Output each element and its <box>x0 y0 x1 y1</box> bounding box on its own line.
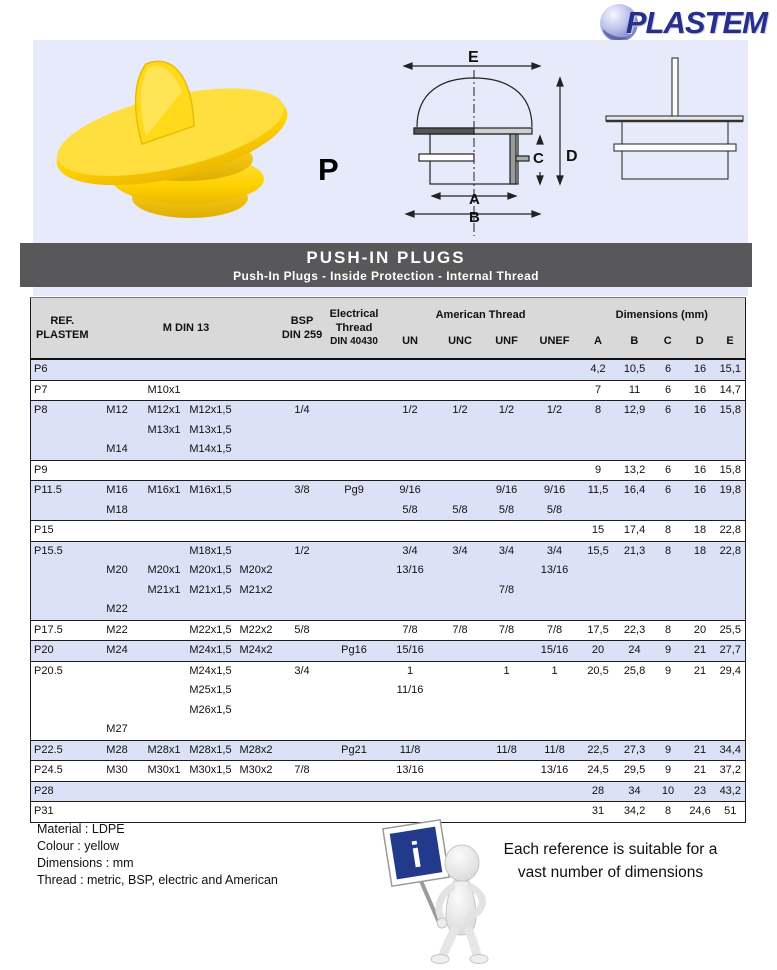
note-thread: Thread : metric, BSP, electric and American <box>37 873 278 887</box>
value-cell: 11/8 <box>399 743 421 756</box>
value-cell: Pg21 <box>341 743 367 756</box>
value-cell <box>141 359 188 380</box>
value-cell: 21 <box>693 743 707 756</box>
value-cell: 1/2 <box>498 404 515 416</box>
value-cell: 15,1 <box>719 363 741 375</box>
value-cell: 27,7 <box>719 644 741 656</box>
dim-label-E: E <box>468 49 479 66</box>
value-cell <box>383 380 438 401</box>
value-cell: 24,5 <box>587 764 609 776</box>
value-cell: 6 <box>664 484 672 496</box>
info-text <box>468 838 753 884</box>
dim-label-A: A <box>469 191 480 208</box>
note-material: Material : LDPE <box>37 822 125 836</box>
value-cell <box>531 460 579 481</box>
value-cell <box>483 460 531 481</box>
value-cell: 43,2 <box>719 784 741 797</box>
value-cell: 13/16 <box>540 764 569 776</box>
value-cell: 1/4 <box>294 404 310 416</box>
ref-cell: P31 <box>34 805 54 817</box>
value-cell: M16x1,5 <box>189 484 232 496</box>
value-cell <box>438 460 483 481</box>
value-cell: 3/4 13/16 <box>540 544 569 576</box>
ref-cell: P6 <box>34 363 48 375</box>
value-cell <box>279 460 326 481</box>
value-cell: 21 <box>693 644 707 656</box>
value-cell <box>438 521 483 542</box>
table-row <box>31 359 746 380</box>
value-cell: 24 <box>628 644 641 656</box>
value-cell <box>279 380 326 401</box>
value-cell <box>531 781 579 802</box>
value-cell <box>383 359 438 380</box>
value-cell <box>438 740 483 761</box>
value-cell: 16,4 <box>623 484 646 496</box>
value-cell: 20 <box>693 623 707 636</box>
ref-cell: P24.5 <box>34 764 63 776</box>
value-cell <box>438 761 483 782</box>
value-cell: 11/8 <box>544 743 565 756</box>
table-row <box>31 641 746 662</box>
value-cell: 7/8 <box>402 623 418 636</box>
value-cell: 17,5 <box>587 623 609 636</box>
value-cell: 16 <box>693 383 707 396</box>
value-cell: 7/8 <box>498 623 515 636</box>
ref-cell: P20 <box>34 644 54 656</box>
header-dim-a: A <box>594 335 602 347</box>
value-cell <box>279 641 326 662</box>
table-row <box>31 460 746 481</box>
value-cell: 31 <box>591 805 605 817</box>
value-cell: M30 <box>106 764 128 776</box>
value-cell <box>94 802 141 823</box>
value-cell: 15/16 <box>396 644 424 656</box>
ref-cell: P11.5 <box>34 484 62 496</box>
value-cell: 23 <box>693 784 707 797</box>
value-cell <box>141 620 188 641</box>
material-notes <box>37 821 278 889</box>
value-cell: 16 <box>693 463 707 476</box>
value-cell: 9 <box>664 664 672 677</box>
product-photo <box>42 46 322 246</box>
value-cell: 22,3 <box>623 623 646 636</box>
spec-table-header <box>31 298 746 360</box>
value-cell: 9/16 5/8 <box>543 484 566 516</box>
value-cell <box>234 661 279 740</box>
value-cell: M30x1,5 <box>189 764 232 776</box>
value-cell: 3/8 <box>294 484 310 496</box>
value-cell: 25,5 <box>719 623 741 636</box>
value-cell: 4,2 <box>590 363 606 375</box>
value-cell <box>438 359 483 380</box>
value-cell: 8 <box>664 805 672 817</box>
value-cell <box>483 359 531 380</box>
page-subtitle: Push-In Plugs - Inside Protection - Internal Thread <box>233 269 539 283</box>
value-cell <box>188 521 234 542</box>
value-cell <box>531 521 579 542</box>
value-cell: 25,8 <box>623 664 646 677</box>
value-cell <box>326 401 383 461</box>
value-cell <box>234 359 279 380</box>
table-row <box>31 740 746 761</box>
value-cell: M24 <box>106 644 128 656</box>
value-cell: 29,4 <box>719 664 741 677</box>
value-cell: M24x2 <box>239 644 273 656</box>
value-cell: 34,2 <box>623 805 646 817</box>
header-dim-e: E <box>726 335 734 347</box>
note-colour: Colour : yellow <box>37 839 119 853</box>
value-cell: 3/4 13/16 <box>396 544 424 576</box>
header-electrical: Electrical Thread DIN 40430 <box>326 298 383 360</box>
value-cell <box>279 802 326 823</box>
table-row <box>31 661 746 740</box>
value-cell: 20 <box>591 644 605 656</box>
value-cell: M28x1 <box>147 743 181 756</box>
value-cell: 1 11/16 <box>396 664 424 696</box>
table-row <box>31 481 746 521</box>
value-cell: 11/8 <box>496 743 517 756</box>
value-cell: 10 <box>661 784 675 797</box>
value-cell <box>94 781 141 802</box>
table-row <box>31 380 746 401</box>
value-cell: 18 <box>693 544 707 557</box>
value-cell: 9 <box>664 764 672 776</box>
value-cell <box>141 661 188 740</box>
dim-label-B: B <box>469 209 480 226</box>
table-row <box>31 620 746 641</box>
value-cell: M12x1,5 M13x1,5 M14x1,5 <box>189 404 232 455</box>
value-cell <box>234 380 279 401</box>
value-cell: 24,6 <box>689 805 711 817</box>
value-cell: 6 <box>664 363 672 375</box>
page-title: PUSH-IN PLUGS <box>306 248 466 267</box>
value-cell: 6 <box>664 383 672 396</box>
value-cell <box>279 359 326 380</box>
value-cell <box>279 740 326 761</box>
logo-text: PLASTEM <box>625 5 767 40</box>
value-cell <box>141 641 188 662</box>
value-cell: 9 <box>664 644 672 656</box>
value-cell <box>234 781 279 802</box>
value-cell: 22,8 <box>719 524 741 536</box>
value-cell: 5/8 <box>294 623 310 636</box>
header-dimensions: Dimensions (mm) A B C D E <box>579 298 746 360</box>
value-cell: 16 <box>693 404 707 416</box>
value-cell <box>326 781 383 802</box>
header-unc: UNC <box>448 335 472 347</box>
header-dim-d: D <box>695 335 704 347</box>
header-ref: REF. PLASTEM <box>31 298 94 360</box>
value-cell: 1/2 <box>546 404 563 416</box>
ref-cell: P7 <box>34 383 48 396</box>
ref-cell: P15 <box>34 524 54 536</box>
value-cell <box>326 761 383 782</box>
value-cell <box>326 661 383 740</box>
value-cell <box>531 380 579 401</box>
value-cell: 18 <box>693 524 707 536</box>
value-cell <box>438 781 483 802</box>
table-row <box>31 761 746 782</box>
dim-label-D: D <box>566 148 578 165</box>
dim-label-C: C <box>533 150 544 167</box>
value-cell: 19,8 <box>719 484 741 496</box>
value-cell <box>483 781 531 802</box>
value-cell: 9 <box>664 743 672 756</box>
value-cell: 8 <box>664 544 672 557</box>
value-cell: 8 <box>664 524 672 536</box>
value-cell: M16x1 <box>147 484 181 496</box>
value-cell <box>438 641 483 662</box>
value-cell <box>326 460 383 481</box>
value-cell <box>383 460 438 481</box>
value-cell <box>438 380 483 401</box>
info-sign <box>383 820 449 886</box>
header-m-din: M DIN 13 <box>94 298 279 360</box>
value-cell: 9/16 5/8 <box>399 484 421 516</box>
ref-cell: P17.5 <box>34 623 63 636</box>
ref-cell: P20.5 <box>34 664 63 677</box>
value-cell <box>141 460 188 481</box>
value-cell: 10,5 <box>623 363 646 375</box>
value-cell: M22 <box>106 623 128 636</box>
value-cell: 15/16 <box>540 644 569 656</box>
value-cell: 16 <box>693 484 707 496</box>
value-cell <box>234 521 279 542</box>
value-cell: M16 M18 <box>106 484 128 516</box>
value-cell: 15,8 <box>719 463 741 476</box>
value-cell: 21 <box>693 764 707 776</box>
info-text-line2: vast number of dimensions <box>517 864 704 881</box>
value-cell: 8 <box>664 623 672 636</box>
value-cell <box>234 401 279 461</box>
value-cell <box>141 781 188 802</box>
ref-cell: P9 <box>34 463 48 476</box>
value-cell: 6 <box>664 463 672 476</box>
value-cell: 17,4 <box>623 524 646 536</box>
value-cell <box>483 641 531 662</box>
value-cell: 37,2 <box>719 764 741 776</box>
value-cell: 8 <box>594 404 602 416</box>
value-cell: M20x1 M21x1 <box>147 564 181 596</box>
spec-table-body <box>31 359 746 822</box>
value-cell: Pg9 <box>344 484 364 496</box>
value-cell: 21 <box>693 664 707 677</box>
value-cell: M22x2 <box>239 623 273 636</box>
value-cell: 13/16 <box>396 764 424 776</box>
value-cell: 1 <box>551 664 558 677</box>
value-cell: M28x1,5 <box>189 743 232 756</box>
value-cell <box>94 380 141 401</box>
value-cell: M30x2 <box>239 764 273 776</box>
value-cell <box>234 802 279 823</box>
value-cell <box>234 460 279 481</box>
value-cell <box>326 359 383 380</box>
value-cell: 6 <box>664 404 672 416</box>
brand-logo <box>597 2 767 44</box>
title-bar <box>20 243 752 287</box>
value-cell: M24x1,5 M25x1,5 M26x1,5 <box>189 664 232 716</box>
value-cell: Pg16 <box>341 644 367 656</box>
value-cell <box>279 781 326 802</box>
value-cell: 34 <box>628 784 641 797</box>
value-cell: M20x2 M21x2 <box>239 564 273 596</box>
value-cell <box>279 521 326 542</box>
header-bsp: BSP DIN 259 <box>279 298 326 360</box>
value-cell: 22,5 <box>587 743 609 756</box>
value-cell: 13,2 <box>623 463 646 476</box>
value-cell: M28x2 <box>239 743 273 756</box>
value-cell <box>141 802 188 823</box>
header-dim-c: C <box>663 335 672 347</box>
value-cell: M10x1 <box>147 383 181 396</box>
value-cell <box>94 521 141 542</box>
value-cell: 15 <box>591 524 605 536</box>
ref-cell: P28 <box>34 784 54 797</box>
value-cell <box>188 460 234 481</box>
table-row <box>31 781 746 802</box>
value-cell: 7/8 <box>452 623 468 636</box>
value-cell: 34,4 <box>719 743 741 756</box>
ref-cell: P15.5 <box>34 544 63 557</box>
value-cell: 21,3 <box>623 544 646 557</box>
value-cell <box>188 781 234 802</box>
value-cell <box>326 802 383 823</box>
value-cell <box>188 802 234 823</box>
table-row <box>31 521 746 542</box>
value-cell: M12x1 M13x1 <box>147 404 181 436</box>
header-american-thread: American Thread UN UNC UNF UNEF <box>383 298 579 360</box>
value-cell: 14,7 <box>719 383 741 396</box>
value-cell: 16 <box>693 363 707 375</box>
value-cell: 3/4 7/8 <box>498 544 515 596</box>
product-letter: P <box>318 152 339 187</box>
value-cell <box>383 781 438 802</box>
header-un: UN <box>402 335 418 347</box>
value-cell: M22x1,5 <box>189 623 232 636</box>
value-cell <box>326 521 383 542</box>
value-cell <box>188 380 234 401</box>
value-cell <box>94 359 141 380</box>
value-cell <box>483 521 531 542</box>
value-cell <box>188 359 234 380</box>
value-cell: M12 M14 <box>106 404 128 455</box>
value-cell: M30x1 <box>147 764 181 776</box>
value-cell: 7/8 <box>294 764 310 776</box>
value-cell: 1/2 <box>294 544 310 557</box>
value-cell: 1 <box>503 664 510 677</box>
value-cell: 1/2 <box>452 404 468 416</box>
header-unf: UNF <box>495 335 518 347</box>
value-cell: 51 <box>724 805 737 817</box>
value-cell: 1/2 <box>402 404 418 416</box>
value-cell: M18x1,5 M20x1,5 M21x1,5 <box>189 544 232 596</box>
value-cell: M24x1,5 <box>189 644 232 656</box>
value-cell: 28 <box>591 784 605 797</box>
value-cell: 12,9 <box>623 404 646 416</box>
header-unef: UNEF <box>539 335 570 347</box>
ref-cell: P22.5 <box>34 743 63 756</box>
value-cell: 9/16 5/8 <box>495 484 518 516</box>
value-cell: 20,5 <box>587 664 609 677</box>
value-cell <box>483 761 531 782</box>
value-cell: 11,5 <box>587 484 609 496</box>
table-row <box>31 541 746 620</box>
value-cell <box>531 802 579 823</box>
value-cell: M28 <box>106 743 128 756</box>
value-cell <box>383 521 438 542</box>
value-cell <box>531 359 579 380</box>
value-cell: 11 <box>628 383 641 396</box>
value-cell: 15,5 <box>587 544 609 557</box>
value-cell <box>438 661 483 740</box>
value-cell <box>326 541 383 620</box>
value-cell <box>141 521 188 542</box>
value-cell: 29,5 <box>623 764 646 776</box>
info-text-line1: Each reference is suitable for a <box>503 841 718 858</box>
value-cell: M27 <box>106 723 128 735</box>
value-cell: M20 M22 <box>106 564 128 615</box>
value-cell <box>483 380 531 401</box>
value-cell: 15,8 <box>719 404 741 416</box>
diagram-front-view <box>392 44 582 249</box>
value-cell: 3/4 <box>452 544 468 557</box>
value-cell <box>94 460 141 481</box>
header-dim-b: B <box>630 335 639 347</box>
value-cell <box>326 620 383 641</box>
value-cell: 22,8 <box>719 544 741 557</box>
ref-cell: P8 <box>34 404 48 416</box>
value-cell <box>234 481 279 521</box>
info-sign-letter: i <box>408 833 425 876</box>
spec-table <box>30 297 746 823</box>
value-cell: 9 <box>594 463 602 476</box>
value-cell: 7/8 <box>546 623 563 636</box>
value-cell: 3/4 <box>294 664 310 677</box>
note-dimensions: Dimensions : mm <box>37 856 134 870</box>
value-cell: 27,3 <box>623 743 646 756</box>
table-row <box>31 401 746 461</box>
value-cell: 5/8 <box>452 503 468 516</box>
value-cell <box>326 380 383 401</box>
diagram-side-view <box>592 52 757 202</box>
value-cell: 7 <box>594 383 602 396</box>
